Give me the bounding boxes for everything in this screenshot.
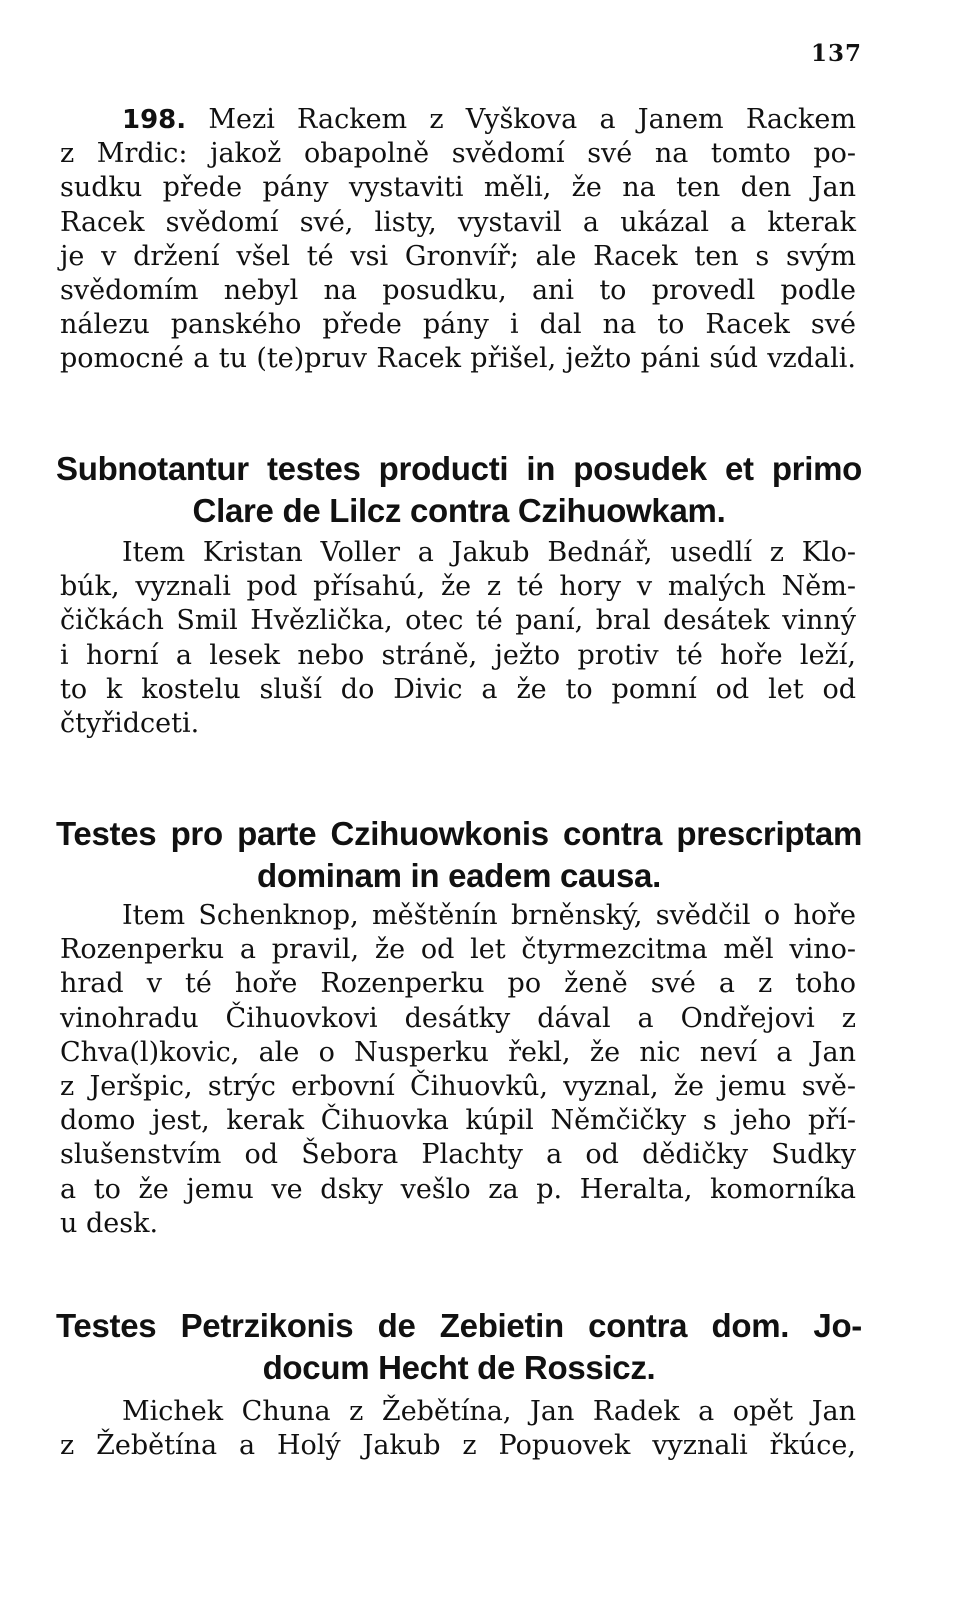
text-line: slušenstvím od Šebora Plachty a od dědičky Sudky [60, 1139, 856, 1171]
text-line: Racek svědomí své, listy, vystavil a ukázal a kterak [60, 206, 856, 238]
text-line-content: Mezi Rackem z Vyškova a Janem Rackem [208, 104, 856, 135]
text-line: svědomím nebyl na posudku, ani to provedl podle [60, 274, 856, 306]
section-heading [56, 1305, 862, 1389]
entry-number: 198. [122, 105, 187, 135]
heading-line: docum Hecht de Rossicz. [262, 1349, 656, 1386]
page-number: 137 [810, 40, 862, 67]
text-line: z Mrdic: jakož obapolně svědomí své na tomto po- [60, 138, 856, 170]
heading-line: Subnotantur testes producti in posudek et primo [56, 450, 862, 487]
section-heading [56, 448, 862, 532]
text-line: čičkách Smil Hvězlička, otec té paní, bral desátek vinný [60, 605, 856, 637]
text-line: pomocné a tu (te)pruv Racek přišel, ježto páni súd vzdali. [60, 343, 856, 375]
heading-line: dominam in eadem causa. [257, 857, 661, 894]
text-line: nálezu panského přede pány i dal na to Racek své [60, 309, 856, 341]
text-line: hrad v té hoře Rozenperku po ženě své a z toho [60, 968, 856, 1000]
text-line: to k kostelu sluší do Divic a že to pomní od let od [60, 673, 856, 705]
text-line: búk, vyznali pod přísahú, že z té hory v malých Něm- [60, 571, 856, 603]
heading-line: Testes pro parte Czihuowkonis contra prescriptam [56, 815, 862, 852]
text-line: Michek Chuna z Žebětína, Jan Radek a opět Jan [122, 1396, 856, 1427]
text-line: u desk. [60, 1207, 159, 1239]
section-1-paragraph [60, 536, 856, 741]
text-line: z Žebětína a Holý Jakub z Popuovek vyznali řkúce, [60, 1430, 856, 1462]
text-line: sudku přede pány vystaviti měli, že na ten den Jan [60, 172, 856, 204]
text-line: Chva(l)kovic, ale o Nusperku řekl, že nic neví a Jan [60, 1036, 856, 1068]
text-line: Rozenperku a pravil, že od let čtyrmezcitma měl vino- [60, 934, 856, 966]
text-line: Item Kristan Voller a Jakub Bednář, usedlí z Klo- [122, 537, 856, 568]
text-line: Item Schenknop, měštěnín brněnský, svědčil o hoře [122, 900, 856, 931]
text-line: z Jeršpic, strýc erbovní Čihuovkû, vyznal, že jemu svě- [60, 1070, 856, 1102]
text-line: čtyřidceti. [60, 707, 200, 739]
text-line: je v držení všel té vsi Gronvíř; ale Racek ten s svým [60, 240, 856, 272]
text-line: domo jest, kerak Čihuovka kúpil Němčičky s jeho pří- [60, 1105, 856, 1137]
text-line [60, 103, 856, 137]
heading-line: Testes Petrzikonis de Zebietin contra dom. Jo- [56, 1307, 862, 1344]
section-heading [56, 813, 862, 897]
section-2-paragraph [60, 899, 856, 1241]
heading-line: Clare de Lilcz contra Czihuowkam. [192, 492, 726, 529]
text-line: a to že jemu ve dsky vešlo za p. Heralta, komorníka [60, 1173, 856, 1205]
text-line: i horní a lesek nebo stráně, ježto protiv té hoře leží, [60, 639, 856, 671]
entry-198-paragraph [60, 103, 856, 377]
section-3-paragraph [60, 1395, 856, 1463]
text-line: vinohradu Čihuovkovi desátky dával a Ondřejovi z [60, 1002, 856, 1034]
